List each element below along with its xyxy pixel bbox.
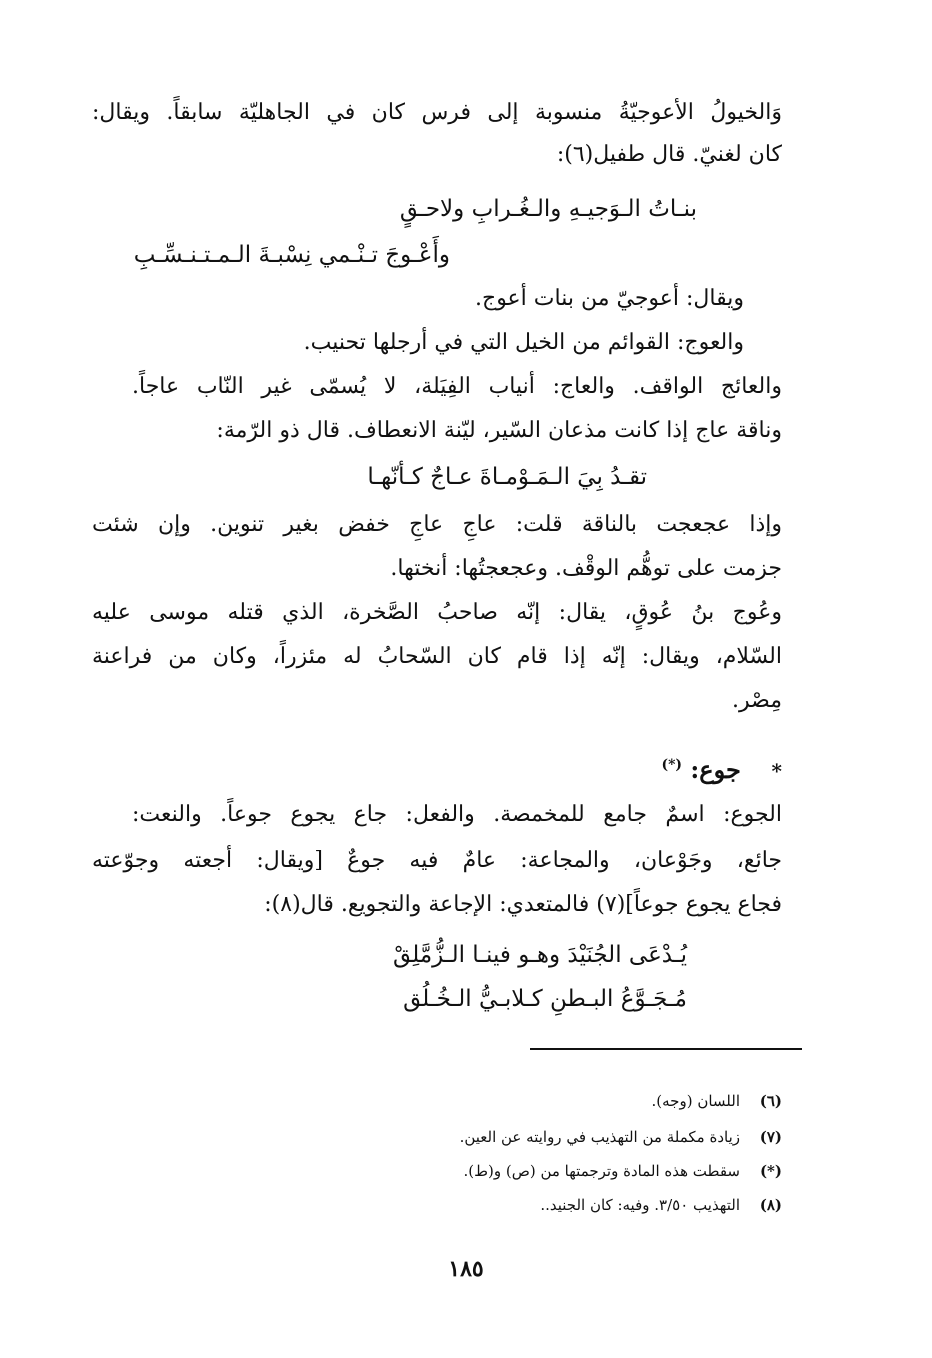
verse-line-5: مُـجَـوَّعُ البـطنِ كـلابـيُّ الـخُـلُق (403, 986, 687, 1012)
footnote-number: (*) (759, 1162, 782, 1180)
heading-title: جوع: (690, 755, 741, 784)
heading-star: * (771, 759, 782, 783)
text-line-8: جزمت على توهُّم الوقْف. وعجعجتُها: أنختها. (390, 556, 782, 581)
text-line-3: ويقال: أعوجيّ من بنات أعوج. (475, 286, 744, 311)
text-line-14: فجاع يجوع جوعاً](٧) فالمتعدي: الإجاعة والتجويع. قال(٨): (264, 892, 782, 917)
text-line-12: الجوع: اسمٌ جامع للمخمصة. والفعل: جاع يجوع جوعاً. والنعت: (132, 802, 782, 827)
verse-line-2: وأَعْـوجَ تـنْـمي نِسْبـةَ الـمـتـنـسِّـبِ (133, 242, 450, 268)
text-line-6: وناقة عاج إذا كانت مذعان السّير، ليّنة الانعطاف. قال ذو الرّمة: (216, 418, 782, 443)
text-line-4: والعوج: القوائم من الخيل التي في أرجلها تحنيب. (303, 330, 744, 355)
verse-line-4: يُـدْعَى الجُنَيْدَ وهـو فينـا الـزُّمَّلِقْ (393, 942, 687, 968)
page-number: ١٨٥ (448, 1256, 484, 1282)
entry-heading (661, 750, 782, 786)
text-line-2: كان لغنيّ. قال طفيل(٦): (556, 142, 782, 167)
text-line-7: وإذا عجعجت بالناقة قلت: عاجِ عاجِ خفض بغير تنوين. وإن شئت (92, 512, 782, 537)
heading-mark: (*) (661, 757, 683, 773)
footnote-3 (464, 1160, 783, 1182)
footnote-number: (٧) (759, 1128, 782, 1146)
verse-line-1: بنـاتُ الـوَجيـهِ والـغُـرابِ ولاحـقٍ (399, 196, 697, 222)
footnote-text: التهذيب ٣/٥٠. وفيه: كان الجنيد.. (540, 1196, 740, 1214)
footnote-text: زيادة مكملة من التهذيب في روايته عن العين. (459, 1128, 740, 1146)
footnote-text: اللسان (وجه). (651, 1092, 740, 1110)
footnote-number: (٨) (759, 1196, 782, 1214)
footnote-divider (530, 1048, 802, 1050)
verse-line-3: تقـدُ بِيَ الـمَـوْمـاةَ عـاجٌ كـأنّهـا (367, 464, 647, 490)
footnote-1 (652, 1090, 782, 1112)
text-line-9: وعُوج بنُ عُوقٍ، يقال: إنّه صاحبُ الصَّخرة، الذي قتله موسى عليه (92, 600, 782, 625)
footnote-4 (540, 1194, 782, 1216)
footnote-text: سقطت هذه المادة وترجمتها من (ص) و(ط). (463, 1162, 740, 1180)
text-line-10: السّلام، ويقال: إنّه إذا قام كان السّحابُ له مئزراً، وكان من فراعنة (92, 644, 782, 669)
footnote-2 (460, 1126, 782, 1148)
text-line-5: والعائج الواقف. والعاج: أنياب الفِيَلة، لا يُسمّى غير النّاب عاجاً. (132, 374, 782, 399)
footnote-number: (٦) (759, 1092, 782, 1110)
text-line-13: جائع، وجَوْعان، والمجاعة: عامٌ فيه جوعٌ [ويقال: أجعته وجوّعته (92, 848, 782, 873)
text-line-1: وَالخيولُ الأعوجيّةُ منسوبة إلى فرس كان في الجاهليّة سابقاً. ويقال: (92, 100, 782, 125)
text-line-11: مِصْر. (732, 688, 782, 713)
